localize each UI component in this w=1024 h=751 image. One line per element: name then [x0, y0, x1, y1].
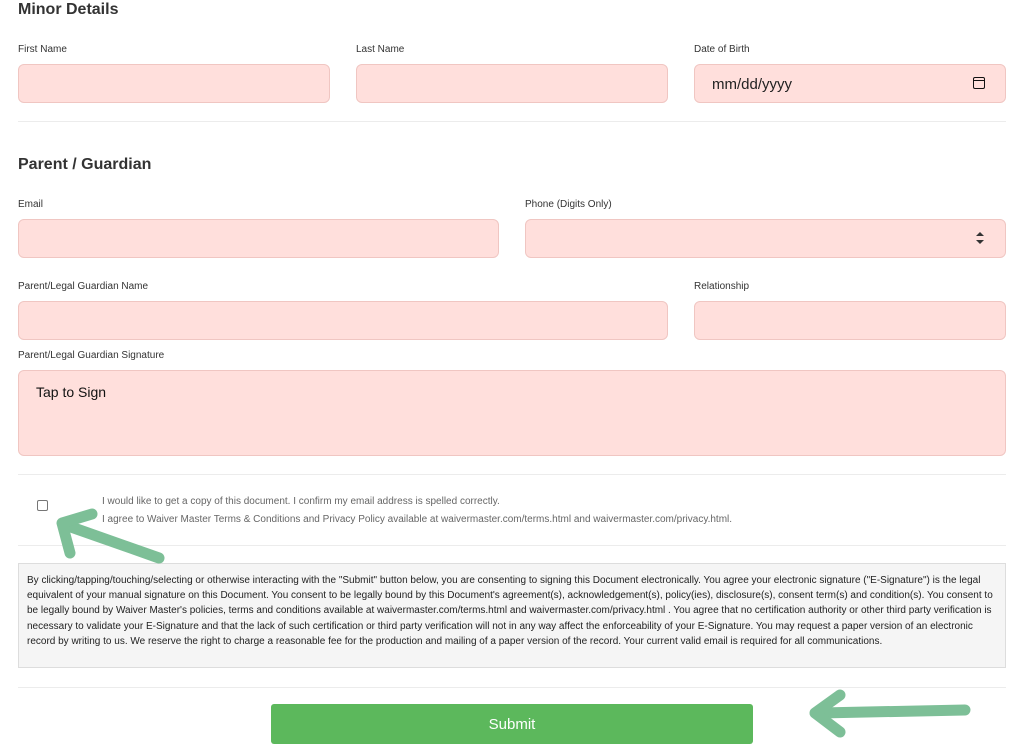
date-of-birth-input[interactable] [694, 64, 1006, 103]
minor-details-heading: Minor Details [18, 1, 119, 18]
email-input[interactable] [18, 219, 499, 258]
calendar-icon[interactable] [973, 77, 985, 89]
last-name-label: Last Name [356, 44, 405, 55]
section-divider [18, 687, 1006, 688]
first-name-input[interactable] [18, 64, 330, 103]
date-of-birth-label: Date of Birth [694, 44, 750, 55]
phone-label: Phone (Digits Only) [525, 199, 612, 210]
parent-guardian-heading: Parent / Guardian [18, 156, 152, 173]
consent-checkbox[interactable] [37, 500, 48, 511]
submit-button[interactable]: Submit [271, 704, 753, 744]
section-divider [18, 474, 1006, 475]
annotation-arrow-right-icon [815, 695, 965, 732]
relationship-label: Relationship [694, 281, 750, 292]
phone-input[interactable] [525, 219, 1006, 258]
section-divider [18, 545, 1006, 546]
date-of-birth-placeholder: mm/dd/yyyy [712, 76, 793, 93]
legal-disclosure-text: By clicking/tapping/touching/selecting or otherwise interacting with the "Submit" button below, you are consenting to signing this Document electronically. You agree your electronic signature ("E-Signature") is the legal equivalent of your manual signature on this Document. You consent to be legally bound by this Document's agreement(s), acknowledgement(s), policy(ies), disclosure(s), consent term(s) and condition(s). You consent to be legally bound by Waiver Master's policies, terms and conditions available at waivermaster.com/terms.html and waivermaster.com/privacy.html . You agree that no certification authority or other third party verification is necessary to validate your E-Signature and that the lack of such certification or third party verification will not in any way affect the enforceability of your E-Signature. You may request a paper version of an electronic record by writing to us. We reserve the right to charge a reasonable fee for the production and mailing of a paper version of the record. Your current valid email is required for all communications. [27, 575, 993, 647]
last-name-input[interactable] [356, 64, 668, 103]
relationship-input[interactable] [694, 301, 1006, 340]
guardian-name-input[interactable] [18, 301, 668, 340]
guardian-name-label: Parent/Legal Guardian Name [18, 281, 149, 292]
consent-terms-text: I agree to Waiver Master Terms & Conditions and Privacy Policy available at waivermaster.com/terms.html and waivermaster.com/privacy.html. [102, 514, 733, 525]
email-label: Email [18, 199, 44, 210]
signature-pad[interactable] [18, 370, 1006, 456]
section-divider [18, 121, 1006, 122]
consent-copy-text: I would like to get a copy of this document. I confirm my email address is spelled correctly. [102, 496, 500, 507]
stepper-arrows-icon[interactable] [976, 231, 984, 245]
tap-to-sign-prompt: Tap to Sign [36, 384, 107, 400]
signature-label: Parent/Legal Guardian Signature [18, 350, 165, 361]
legal-disclosure-box [18, 563, 1006, 668]
first-name-label: First Name [18, 44, 67, 55]
